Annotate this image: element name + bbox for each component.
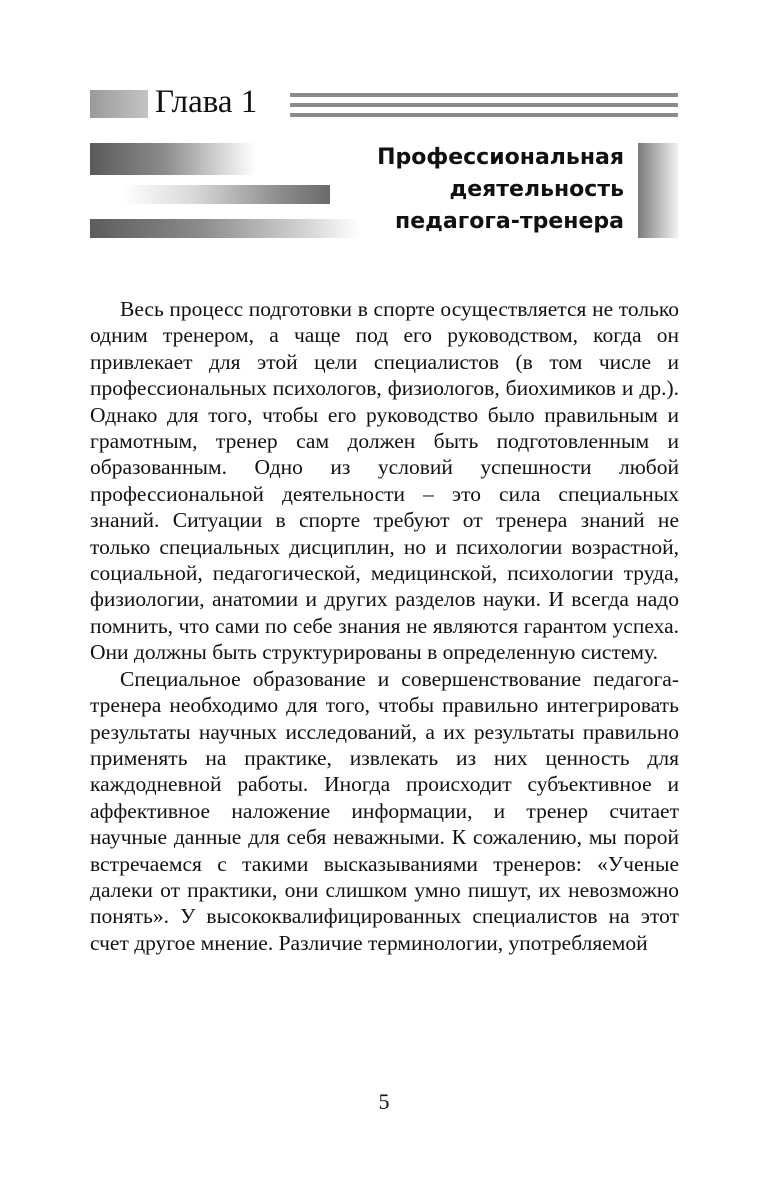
header-rule <box>290 93 678 97</box>
chapter-marker-block <box>90 90 148 118</box>
decorative-gradient-bar <box>122 185 330 204</box>
header-rule <box>290 113 678 117</box>
decorative-gradient-bar <box>90 219 360 238</box>
chapter-label: Глава 1 <box>155 84 258 120</box>
chapter-title-line: деятельность <box>449 177 624 202</box>
chapter-title-line: педагога-тренера <box>395 209 624 234</box>
paragraph: Весь процесс подготовки в спорте осуществляется не только одним тренером, а чаще под его руководством, когда он привлекает для этой цели специалистов (в том числе и профессиональных психологов, физиологов, биохимиков и др.). Однако для того, чтобы его руководство было правильным и грамотным, тренер сам должен быть подготовленным и образованным. Одно из условий успешности любой профессиональной деятельности – это сила специальных знаний. Ситуации в спорте требуют от тренера знаний не только специальных дисциплин, но и психологии возрастной, социальной, педагогической, медицинской, психологии труда, физиологии, анатомии и других разделов науки. И всегда надо помнить, что сами по себе знания не являются гарантом успеха. Они должны быть структурированы в определенную систему. <box>90 297 679 665</box>
page-number: 5 <box>378 1089 390 1114</box>
chapter-title-line: Профессиональная <box>377 145 624 170</box>
header-rule <box>290 103 678 107</box>
decorative-gradient-block <box>638 143 678 238</box>
body-text <box>90 296 679 956</box>
decorative-gradient-bar <box>90 143 256 175</box>
paragraph: Специальное образование и совершенствование педагога-тренера необходимо для того, чтобы правильно интегрировать результаты научных исследований, а их результаты правильно применять на практике, извлекать из них ценность для каждодневной работы. Иногда происходит субъективное и аффективное наложение информации, и тренер считает научные данные для себя неважными. К сожалению, мы порой встречаемся с такими высказываниями тренеров: «Ученые далеки от практики, они слишком умно пишут, их невозможно понять». У высококвалифицированных специалистов на этот счет другое мнение. Различие терминологии, употребляемой <box>90 666 679 955</box>
chapter-title <box>324 142 624 238</box>
